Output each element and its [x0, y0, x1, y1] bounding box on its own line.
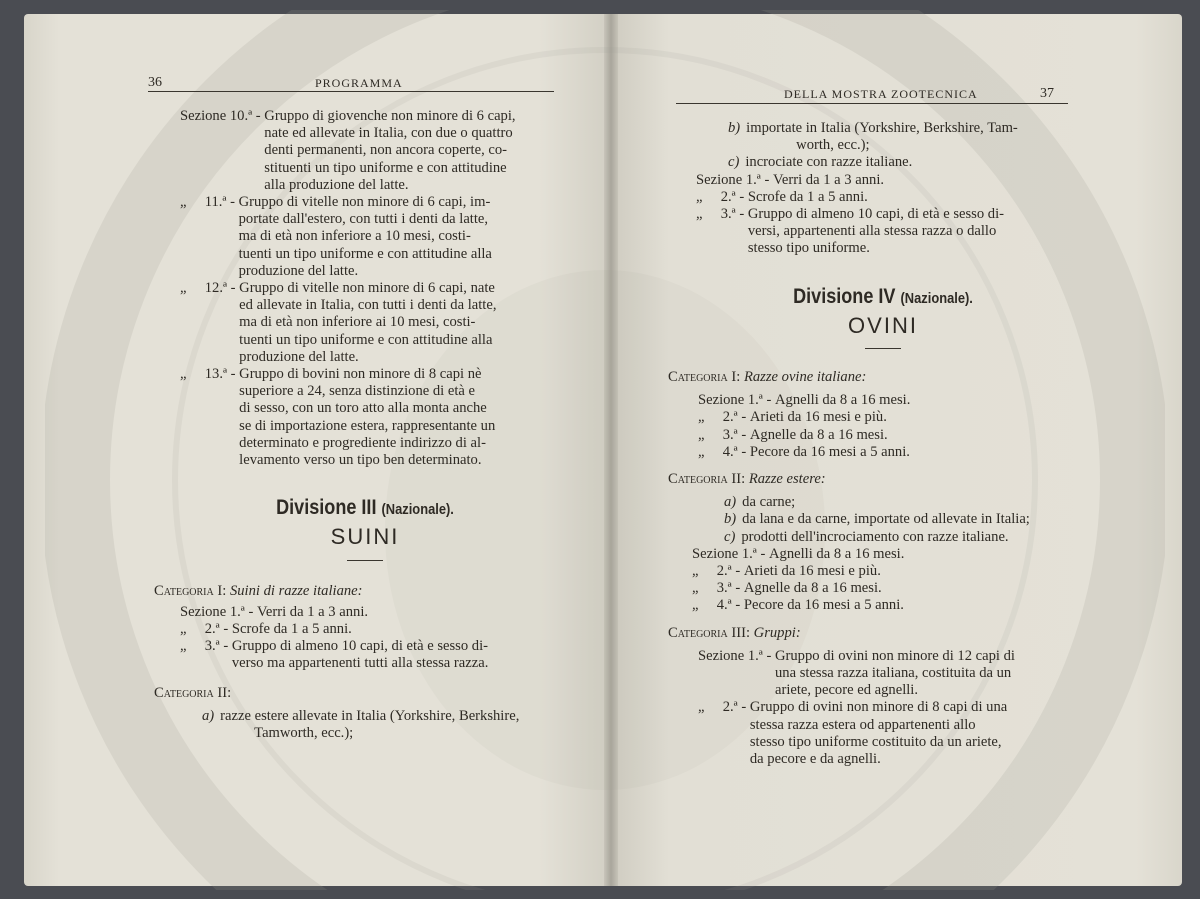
section-label: „ 3.ª - [696, 206, 748, 223]
section-text: Arieti da 16 mesi e più. [743, 563, 881, 580]
section-text: Gruppo di ovini non minore di 8 capi di una stessa razza estera od appartenenti allo stesso tipo uniforme costituito da un ariete, da pecore e da agnelli. [749, 699, 1008, 768]
section-label: „ 4.ª - [698, 443, 750, 460]
section-label: Sezione 1.ª - [698, 647, 775, 664]
section-text: Agnelli da 8 a 16 mesi. [774, 392, 911, 409]
section-row [698, 427, 1068, 444]
section-row [180, 108, 550, 194]
section-row [180, 366, 550, 469]
left-header-rule [148, 91, 554, 92]
section-label: Sezione 1.ª - [696, 171, 773, 188]
section-row [180, 604, 550, 621]
section-label: „ 2.ª - [180, 621, 232, 638]
section-text: Gruppo di ovini non minore di 12 capi di una stessa razza italiana, costituita da un ariete, pecore ed agnelli. [774, 647, 1015, 699]
section-label: „ 3.ª - [698, 426, 750, 443]
section-row [692, 580, 1068, 597]
section-text: Gruppo di bovini non minore di 8 capi nè superiore a 24, senza distinzione di età e di sesso, con un toro atto alla monta anche se di importazione estera, rappresentante un determinato e progrediente indirizzo di al- levamento verso un tipo ben determinato. [239, 366, 496, 469]
section-label: „ 3.ª - [692, 580, 744, 597]
left-page-content [154, 108, 550, 742]
section-label: „ 2.ª - [696, 188, 748, 205]
section-label: „ 12.ª - [180, 280, 240, 297]
section-text: Gruppo di giovenche non minore di 6 capi, nate ed allevate in Italia, con due o quattro denti permanenti, non ancora coperte, co- stituenti un tipo uniforme e con attitudine alla produzione del latte. [264, 108, 516, 193]
section-label: Sezione 1.ª - [180, 603, 257, 620]
section-text: Gruppo di vitelle non minore di 6 capi, im- portate dall'estero, con tutti i denti da latte, ma di età non inferiore a 10 mesi, costi- tuenti un tipo uniforme e con attitudine alla produzione del latte. [238, 194, 492, 279]
right-header-rule [676, 103, 1068, 104]
section-text: Gruppo di vitelle non minore di 6 capi, nate ed allevate in Italia, con tutti i denti da latte, ma di età non inferiore ai 10 mesi, costi- tuenti un tipo uniforme e con attitudine alla produzione del latte. [239, 280, 497, 365]
division-heading: Divisione IV (Nazionale). [793, 284, 973, 308]
section-row [692, 563, 1068, 580]
list-item: c) incrociate con razze italiane. [728, 154, 913, 171]
section-row [696, 172, 1068, 189]
section-row [692, 546, 1068, 563]
list-item: b) da lana e da carne, importate od allevate in Italia; [724, 511, 1030, 528]
section-label: „ 11.ª - [180, 194, 239, 211]
section-text: Agnelli da 8 a 16 mesi. [768, 545, 905, 562]
category-2: Categoria II: Razze estere: [668, 471, 826, 488]
right-page-number: 37 [1040, 86, 1054, 101]
heading-divider [347, 560, 383, 561]
right-page-content [668, 120, 1068, 768]
list-item: a) da carne; [724, 494, 796, 511]
left-page-number: 36 [148, 75, 162, 90]
section-row [180, 280, 550, 366]
section-row [698, 409, 1068, 426]
section-text: Agnelle da 8 a 16 mesi. [749, 426, 888, 443]
section-row [696, 206, 1068, 258]
section-text: Scrofe da 1 a 5 anni. [747, 188, 868, 205]
animal-heading: OVINI [848, 312, 918, 338]
section-row [698, 699, 1068, 768]
section-row [180, 621, 550, 638]
section-label: „ 4.ª - [692, 597, 744, 614]
heading-divider [865, 348, 901, 349]
section-text: Arieti da 16 mesi e più. [749, 409, 887, 426]
section-row [696, 189, 1068, 206]
section-text: Gruppo di almeno 10 capi, di età e sesso di- verso ma appartenenti tutti alla stessa razza. [231, 638, 489, 672]
section-label: „ 2.ª - [692, 563, 744, 580]
section-text: Verri da 1 a 3 anni. [256, 603, 369, 620]
animal-heading: SUINI [330, 524, 400, 550]
section-row [692, 597, 1068, 614]
category-2: Categoria II: [154, 684, 232, 701]
list-item: c) prodotti dell'incrociamento con razze italiane. [724, 528, 1009, 545]
section-text: Gruppo di almeno 10 capi, di età e sesso di- versi, appartenenti alla stessa razza o dallo stesso tipo uniforme. [747, 206, 1004, 257]
section-text: Pecore da 16 mesi a 5 anni. [743, 597, 904, 614]
section-row [698, 392, 1068, 409]
division-heading: Divisione III (Nazionale). [276, 496, 454, 520]
section-label: „ 3.ª - [180, 638, 232, 655]
section-label: Sezione 1.ª - [698, 392, 775, 409]
section-label: „ 2.ª - [698, 409, 750, 426]
section-label: „ 2.ª - [698, 699, 750, 716]
right-running-header: DELLA MOSTRA ZOOTECNICA [784, 87, 978, 101]
section-text: Agnelle da 8 a 16 mesi. [743, 580, 882, 597]
section-label: „ 13.ª - [180, 366, 240, 383]
section-text: Pecore da 16 mesi a 5 anni. [749, 443, 910, 460]
section-label: Sezione 10.ª - [180, 108, 265, 124]
category-1: Categoria I: Suini di razze italiane: [154, 582, 363, 599]
section-row [698, 444, 1068, 461]
book-gutter [604, 14, 618, 886]
category-1: Categoria I: Razze ovine italiane: [668, 369, 867, 386]
list-item: a) razze estere allevate in Italia (Yorkshire, Berkshire, Tamworth, ecc.); [202, 707, 520, 742]
section-row [180, 194, 550, 280]
category-3: Categoria III: Gruppi: [668, 624, 801, 641]
left-running-header: PROGRAMMA [315, 76, 403, 90]
section-row [698, 648, 1068, 700]
section-text: Verri da 1 a 3 anni. [772, 171, 885, 188]
section-label: Sezione 1.ª - [692, 545, 769, 562]
list-item: b) importate in Italia (Yorkshire, Berkshire, Tam- worth, ecc.); [728, 120, 1018, 154]
section-row [180, 638, 550, 672]
section-text: Scrofe da 1 a 5 anni. [231, 621, 352, 638]
